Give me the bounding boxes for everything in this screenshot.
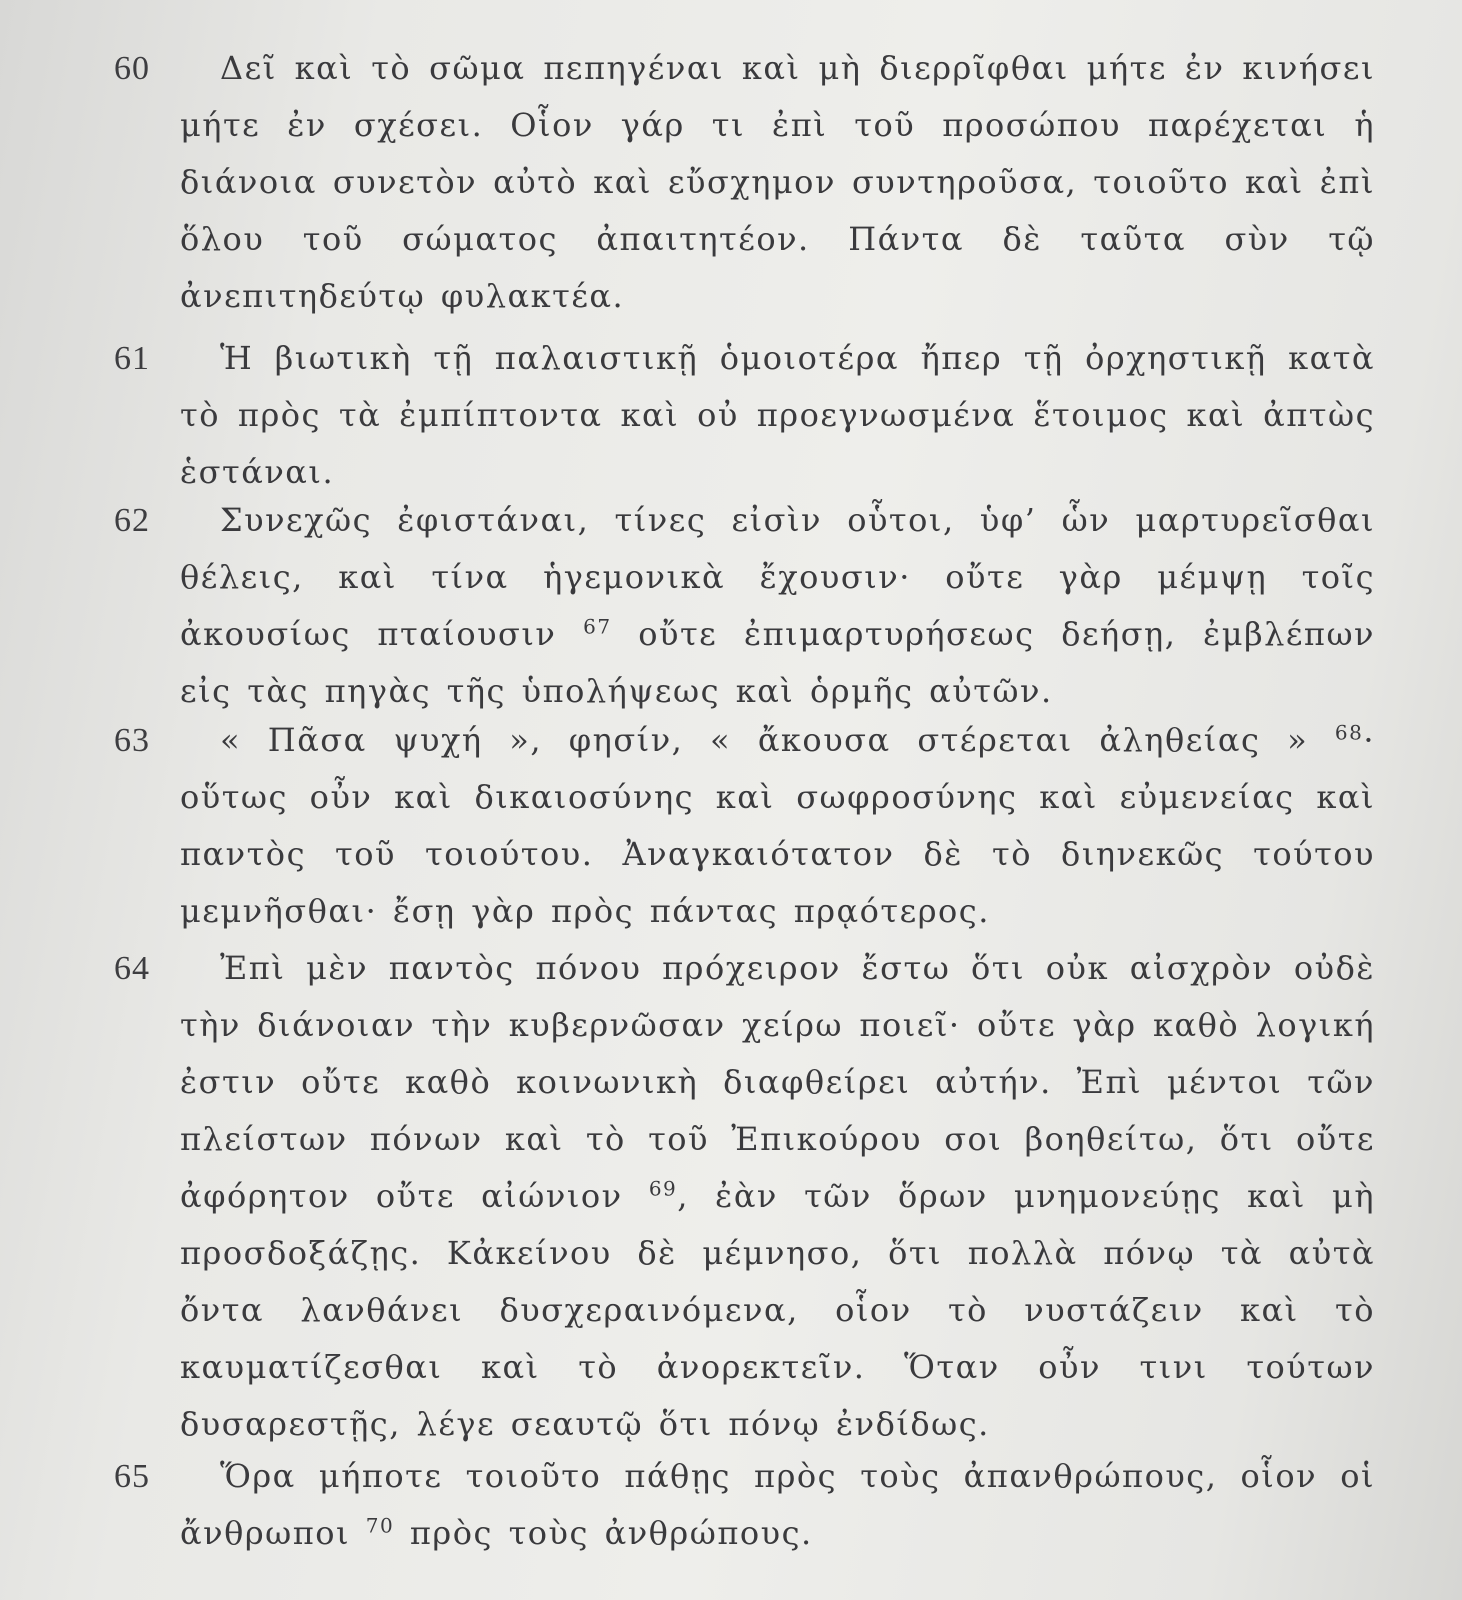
footnote-ref[interactable]: 70 (365, 1513, 395, 1538)
section-text (180, 492, 1375, 720)
paragraph-text: « Πᾶσα ψυχή », φησίν, « ἄκουσα στέρεται ἀληθείας » (220, 721, 1309, 759)
paragraph-text: Ὅρα μήποτε τοιοῦτο πάθῃς πρὸς τοὺς ἀπανθρώπους, οἷον οἱ ἄνθρωποι (180, 1457, 1375, 1552)
section-number: 61 (114, 340, 150, 377)
paragraph-text: οὔτε ἐπιμαρτυρήσεως δεήσῃ, ἐμβλέπων εἰς τὰς πηγὰς τῆς ὑπολήψεως καὶ ὁρμῆς αὐτῶν. (180, 615, 1376, 710)
paragraph-text: Συνεχῶς ἐφιστάναι, τίνες εἰσὶν οὗτοι, ὑφ’ ὧν μαρτυρεῖσθαι θέλεις, καὶ τίνα ἡγεμονικὰ ἔχουσιν· οὔτε γὰρ μέμψῃ τοῖς ἀκουσίως πταίουσιν (180, 501, 1375, 653)
section-number: 63 (114, 722, 150, 759)
paragraph-text: Ἡ βιωτικὴ τῇ παλαιστικῇ ὁμοιοτέρα ἤπερ τῇ ὀρχηστικῇ κατὰ τὸ πρὸς τὰ ἐμπίπτοντα καὶ οὐ προεγνωσμένα ἕτοιμος καὶ ἀπτὼς ἑστάναι. (180, 339, 1375, 491)
paragraph-text: , ἐὰν τῶν ὅρων μνημονεύῃς καὶ μὴ προσδοξάζῃς. Κἀκείνου δὲ μέμνησο, ὅτι πολλὰ πόνῳ τὰ αὐτὰ ὄντα λανθάνει δυσχεραινόμενα, οἷον τὸ νυστάζειν καὶ τὸ καυματίζεσθαι καὶ τὸ ἀνορεκτεῖν. Ὅταν οὖν τινι τούτων δυσαρεστῇς, λέγε σεαυτῷ ὅτι πόνῳ ἐνδίδως. (180, 1177, 1376, 1443)
section-number: 64 (114, 950, 150, 987)
paragraph-text: Ἐπὶ μὲν παντὸς πόνου πρόχειρον ἔστω ὅτι οὐκ αἰσχρὸν οὐδὲ τὴν διάνοιαν τὴν κυβερνῶσαν χείρω ποιεῖ· οὔτε γὰρ καθὸ λογική ἐστιν οὔτε καθὸ κοινωνικὴ διαφθείρει αὐτήν. Ἐπὶ μέντοι τῶν πλείστων πόνων καὶ τὸ τοῦ Ἐπικούρου σοι βοηθείτω, ὅτι οὔτε ἀφόρητον οὔτε αἰώνιον (180, 949, 1375, 1215)
footnote-ref[interactable]: 67 (583, 614, 612, 639)
paragraph-text: πρὸς τοὺς ἀνθρώπους. (409, 1514, 813, 1552)
paragraph-text: Δεῖ καὶ τὸ σῶμα πεπηγέναι καὶ μὴ διερρῖφθαι μήτε ἐν κινήσει μήτε ἐν σχέσει. Οἷον γάρ τι ἐπὶ τοῦ προσώπου παρέχεται ἡ διάνοια συνετὸν αὐτὸ καὶ εὔσχημον συντηροῦσα, τοιοῦτο καὶ ἐπὶ ὅλου τοῦ σώματος ἀπαιτητέον. Πάντα δὲ ταῦτα σὺν τῷ ἀνεπιτηδεύτῳ φυλακτέα. (180, 49, 1375, 315)
section-text (180, 940, 1375, 1453)
section-text (180, 330, 1375, 501)
paragraph-text: · οὕτως οὖν καὶ δικαιοσύνης καὶ σωφροσύνης καὶ εὐμενείας καὶ παντὸς τοῦ τοιούτου. Ἀναγκαιότατον δὲ τὸ διηνεκῶς τούτου μεμνῆσθαι· ἔσῃ γὰρ πρὸς πάντας πρᾳότερος. (180, 721, 1376, 930)
section-number: 62 (114, 502, 150, 539)
section-text (180, 40, 1375, 325)
section-text (180, 712, 1375, 940)
section-number: 60 (114, 50, 150, 87)
section-text (180, 1448, 1375, 1562)
footnote-ref[interactable]: 69 (648, 1176, 678, 1201)
section-number: 65 (114, 1458, 150, 1495)
footnote-ref[interactable]: 68 (1334, 720, 1364, 745)
